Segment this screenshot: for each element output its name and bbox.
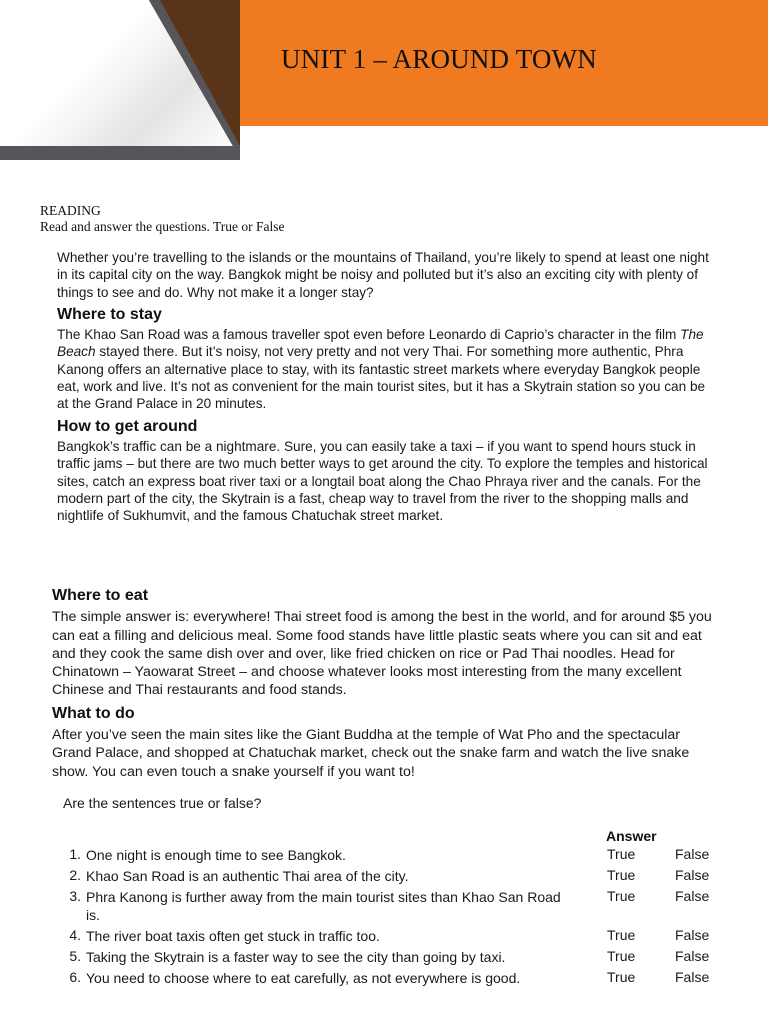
answer-column-header: Answer [606, 828, 657, 844]
question-text: Khao San Road is an authentic Thai area of the city. [86, 868, 409, 884]
true-option[interactable]: True [607, 948, 636, 964]
true-option[interactable]: True [607, 927, 636, 943]
what-to-do-heading: What to do [52, 704, 135, 722]
question-text: One night is enough time to see Bangkok. [86, 847, 346, 863]
where-to-stay-text-end: stayed there. But it’s noisy, not very pretty and not very Thai. For something more authentic, Phra Kanong offers an alternative place to stay, with its fantastic street markets where everyday Bangkok people eat, work and live. It’s not as convenient for the main tourist sites, but it has a Skytrain station so you can be at the Grand Palace in 20 minutes. [57, 344, 706, 412]
where-to-eat-heading: Where to eat [52, 587, 149, 604]
what-to-do-paragraph: After you’ve seen the main sites like the Giant Buddha at the temple of Wat Pho and the spectacular Grand Palace, and shopped at Chatuchak market, check out the snake farm and watch the live snake show. You can even touch a snake yourself if you want to! [52, 727, 690, 780]
question-number: 3. [69, 888, 81, 904]
article-top [57, 249, 717, 524]
question-text: Taking the Skytrain is a faster way to see the city than going by taxi. [86, 949, 506, 965]
question-number: 4. [69, 927, 81, 943]
film-title: The Beach [57, 327, 704, 360]
true-option[interactable]: True [607, 846, 636, 862]
true-option[interactable]: True [607, 969, 636, 985]
false-option[interactable]: False [675, 948, 710, 964]
false-option[interactable]: False [675, 969, 710, 985]
quiz-prompt: Are the sentences true or false? [63, 795, 262, 811]
article-bottom [52, 582, 720, 781]
question-text: Phra Kanong is further away from the main tourist sites than Khao San Road is. [86, 889, 561, 923]
intro-paragraph: Whether you’re travelling to the islands or the mountains of Thailand, you’re likely to spend at least one night in its capital city on the way. Bangkok might be noisy and polluted but it’s also an exciting city with plenty of things to see and do. Why not make it a longer stay? [57, 250, 709, 300]
true-option[interactable]: True [607, 867, 636, 883]
where-to-eat-paragraph: The simple answer is: everywhere! Thai street food is among the best in the world, and for around $5 you can eat a filling and delicious meal. Some food stands have little plastic seats where you can sit and eat and they cook the same dish over and over, like fried chicken on rice or Pad Thai noodles. Head for Chinatown – Yaowarat Street – and choose whatever looks most interesting from the many excellent Chinese and Thai restaurants and food stands. [52, 609, 712, 699]
question-text: The river boat taxis often get stuck in traffic too. [86, 928, 380, 944]
false-option[interactable]: False [675, 846, 710, 862]
where-to-stay-paragraph [57, 326, 717, 412]
question-number: 1. [69, 846, 81, 862]
question-number: 5. [69, 948, 81, 964]
section-label: READING [40, 203, 101, 218]
how-to-get-around-heading: How to get around [57, 417, 198, 435]
question-number: 2. [69, 867, 81, 883]
question-text: You need to choose where to eat carefully, as not everywhere is good. [86, 970, 521, 986]
unit-title: UNIT 1 – AROUND TOWN [281, 44, 598, 74]
true-option[interactable]: True [607, 888, 636, 904]
where-to-stay-text-start: The Khao San Road was a famous traveller spot even before Leonardo di Caprio’s character in the film [57, 327, 681, 343]
how-to-get-around-paragraph: Bangkok’s traffic can be a nightmare. Sure, you can easily take a taxi – if you want to spend hours stuck in traffic jams – but there are two much better ways to get around the city. To explore the temples and historical sites, catch an express boat river taxi or a longtail boat along the Chao Phraya river and the canals. For the modern part of the city, the Skytrain is a fast, cheap way to travel from the river to the shopping malls and nightlife of Sukhumvit, and the famous Chatuchak street market. [57, 438, 708, 524]
question-number: 6. [69, 969, 81, 985]
false-option[interactable]: False [675, 888, 710, 904]
false-option[interactable]: False [675, 867, 710, 883]
instruction-text: Read and answer the questions. True or False [40, 219, 285, 234]
where-to-stay-heading: Where to stay [57, 305, 162, 323]
false-option[interactable]: False [675, 927, 710, 943]
